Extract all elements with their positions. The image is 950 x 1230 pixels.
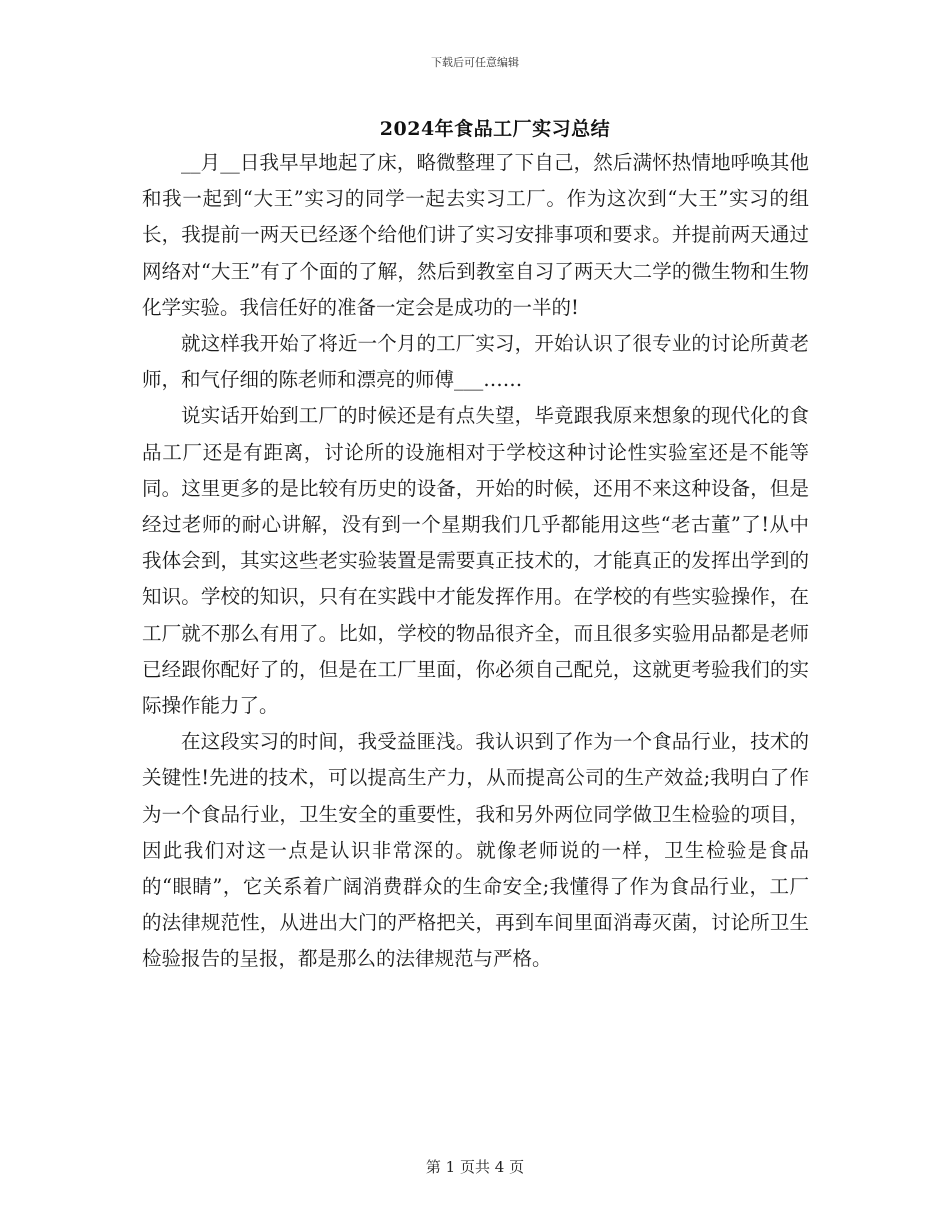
paragraph: 在这段实习的时间，我受益匪浅。我认识到了作为一个食品行业，技术的关键性!先进的技术，可以提高生产力，从而提高公司的生产效益;我明白了作为一个食品行业，卫生安全的重要性，我和另外两位同学做卫生检验的项目，因此我们对这一点是认识非常深的。就像老师说的一样，卫生检验是食品的“眼睛”，它关系着广阔消费群众的生命安全;我懂得了作为食品行业，工厂的法律规范性，从进出大门的严格把关，再到车间里面消毒灭菌，讨论所卫生检验报告的呈报，都是那么的法律规范与严格。	[142, 730, 809, 971]
paragraph: __月__日我早早地起了床，略微整理了下自己，然后满怀热情地呼唤其他和我一起到“大王”实习的同学一起去实习工厂。作为这次到“大王”实习的组长，我提前一两天已经逐个给他们讲了实习安排事项和要求。并提前两天通过网络对“大王”有了个面的了解，然后到教室自习了两天大二学的微生物和生物化学实验。我信任好的准备一定会是成功的一半的!	[142, 151, 809, 319]
header-note: 下载后可任意编辑	[431, 56, 519, 69]
document-body	[142, 145, 809, 978]
page-footer: 第 1 页共 4 页	[425, 1158, 525, 1176]
paragraph: 就这样我开始了将近一个月的工厂实习，开始认识了很专业的讨论所黄老师，和气仔细的陈老师和漂亮的师傅___……	[142, 332, 809, 392]
paragraph: 说实话开始到工厂的时候还是有点失望，毕竟跟我原来想象的现代化的食品工厂还是有距离，讨论所的设施相对于学校这种讨论性实验室还是不能等同。这里更多的是比较有历史的设备，开始的时候，还用不来这种设备，但是经过老师的耐心讲解，没有到一个星期我们几乎都能用这些“老古董”了!从中我体会到，其实这些老实验装置是需要真正技术的，才能真正的发挥出学到的知识。学校的知识，只有在实践中才能发挥作用。在学校的有些实验操作，在工厂就不那么有用了。比如，学校的物品很齐全，而且很多实验用品都是老师已经跟你配好了的，但是在工厂里面，你必须自己配兑，这就更考验我们的实际操作能力了。	[142, 404, 809, 718]
document-title: 2024年食品工厂实习总结	[379, 118, 611, 140]
